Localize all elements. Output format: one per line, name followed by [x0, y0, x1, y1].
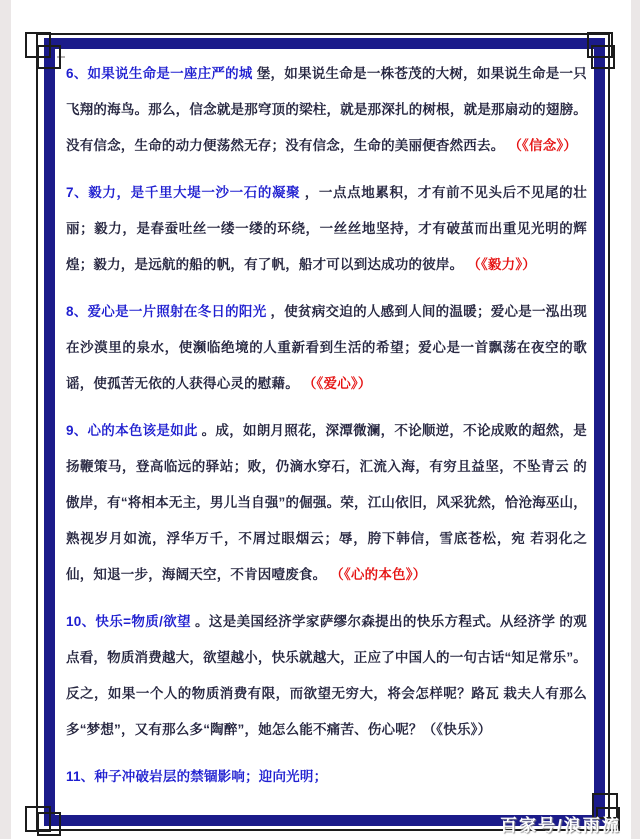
page-margin-right [631, 0, 640, 839]
paragraph-source: （《心的本色》） [330, 567, 427, 582]
paragraph-body: ，一点点地累积，才有前不见头后不见尾的壮丽；毅力，是春蚕吐丝一缕一缕的环绕，一丝丝地坚持，才有破茧而出重见光明的辉煌；毅力，是远航的船的帆，有了帆，船才可以到达成功的彼岸。 [66, 185, 587, 272]
paragraph-body: ，使贫病交迫的人感到人间的温暖；爱心是一泓出现在沙漠里的泉水，使濒临绝境的人重新看到生活的希望；爱心是一首飘荡在夜空的歌谣，使孤苦无依的人获得心灵的慰藉。 [66, 304, 587, 391]
paragraph-body: 堡，如果说生命是一株苍茂的大树，如果说生命是一只飞翔的海鸟。那么，信念就是那穹顶的梁柱，就是那深扎的树根，就是那扇动的翅膀。没有信念，生命的动力便荡然无存；没有信念，生命的美丽便杳然西去。 [66, 66, 587, 153]
paragraph-11 [66, 759, 587, 795]
watermark: 百家号/浪雨流 [500, 816, 621, 835]
paragraph-source: （《信念》） [508, 138, 578, 153]
paragraph-body: 。这是美国经济学家萨缪尔森提出的快乐方程式。从经济学 的观点看，物质消费越大，欲望越小，快乐就越大，正应了中国人的一句古话“知足常乐”。反之，如果一个人的物质消费有限，而欲望无穷大，将会怎样呢？路瓦 栽夫人有那么多“梦想”，又有那么多“陶醉”，她怎么能不痛苦、伤心呢？（《快乐》） [66, 614, 587, 737]
paragraph-body: 。成，如朗月照花，深潭微澜，不论顺逆，不论成败的超然，是扬鞭策马，登高临远的驿站；败，仍滴水穿石，汇流入海，有穷且益坚，不坠青云 的傲岸，有“将相本无主，男儿当自强”的倔强。荣，江山依旧，风采犹然，恰沧海巫山，熟视岁月如流，浮华万千，不屑过眼烟云；辱，胯下韩信，雪底苍松，宛 若羽化之仙，知退一步，海阔天空，不肯因噎废食。 [66, 423, 587, 582]
paragraph-8 [66, 294, 587, 402]
paragraph-lead: 6、如果说生命是一座庄严的城 [66, 66, 253, 81]
page-margin-left [0, 0, 11, 839]
paragraph-6 [66, 56, 587, 164]
paragraph-10 [66, 604, 587, 748]
paragraph-lead: 11、种子冲破岩层的禁锢影响；迎向光明； [66, 769, 328, 784]
corner-ornament-bottom-left [37, 812, 61, 836]
paragraph-lead: 7、毅力，是千里大堤一沙一石的凝聚 [66, 185, 301, 200]
text-content [66, 56, 587, 806]
paragraph-7 [66, 175, 587, 283]
paragraph-lead: 8、爱心是一片照射在冬日的阳光 [66, 304, 267, 319]
paragraph-source: （《毅力》） [467, 257, 536, 272]
paragraph-lead: 10、快乐=物质/欲望 [66, 614, 191, 629]
corner-ornament-top-right [591, 45, 615, 69]
paragraph-9 [66, 413, 587, 593]
paragraph-lead: 9、心的本色该是如此 [66, 423, 198, 438]
paragraph-source: （《爱心》） [302, 376, 372, 391]
corner-ornament-top-left [37, 45, 61, 69]
